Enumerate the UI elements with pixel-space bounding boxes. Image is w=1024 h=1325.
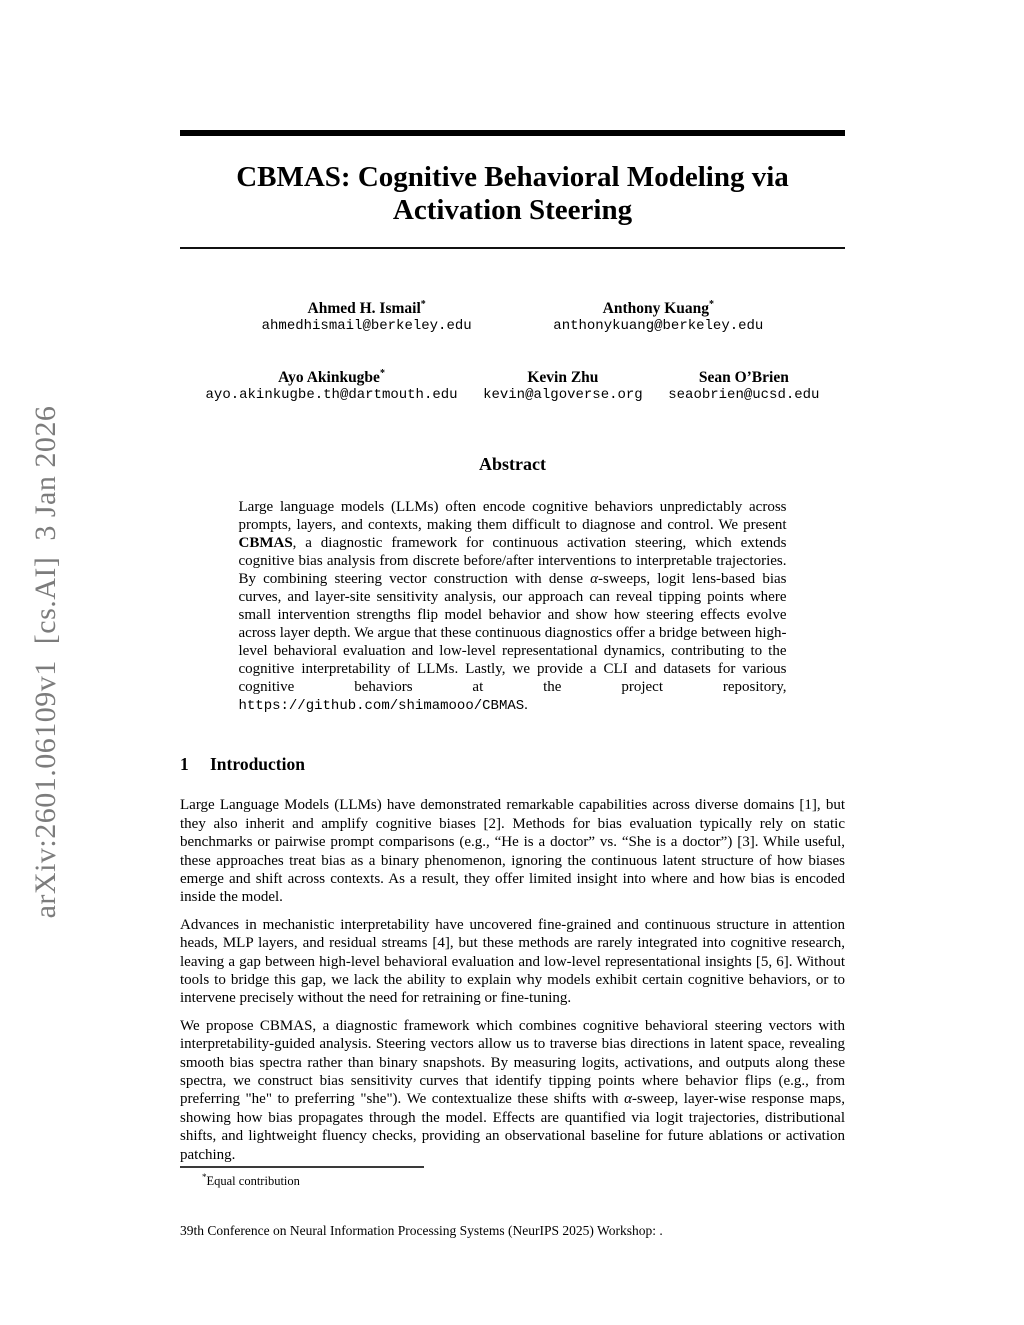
author-name <box>668 364 819 387</box>
para3-seg1: We propose CBMAS, a diagnostic framework which combines cognitive behavioral steering vectors with interpretability-guided analysis. Steering vectors allow us to traverse bias directions in latent space, revealing smooth bias spectra rather than binary snapshots. By measuring logits, activations, and outputs along these spectra, we construct bias sensitivity curves that identify tipping points where behavior flips (e.g., from preferring "he" to preferring "she"). We contextualize these shifts with <box>180 1017 845 1108</box>
author-mark: * <box>420 299 426 310</box>
footnote-block <box>180 1166 845 1189</box>
abstract-text <box>239 498 787 715</box>
authors-row-2 <box>180 364 845 404</box>
author-name <box>483 364 643 387</box>
intro-paragraph-2: Advances in mechanistic interpretability have uncovered fine-grained and continuous structure in attention heads, MLP layers, and residual streams [4], but these methods are rarely integrated into cognitive research, leaving a gap between high-level behavioral evaluation and low-level representational insights [5, 6]. Without tools to bridge this gap, we lack the ability to explain why models exhibit certain cognitive behaviors, or to intervene precisely without the need for retraining or fine-tuning. <box>180 916 845 1007</box>
author-email: anthonykuang@berkeley.edu <box>553 318 764 335</box>
author-block <box>553 295 763 335</box>
para3-seg2: -sweep, layer-wise response maps, showing how bias propagates through the model. Effects are quantified via logit trajectories, distributional shifts, and lightweight fluency checks, providing an observational baseline for future ablations or activation patching. <box>180 1091 846 1163</box>
repo-link[interactable]: https://github.com/shimamooo/CBMAS <box>238 698 525 715</box>
intro-paragraph-1: Large Language Models (LLMs) have demonstrated remarkable capabilities across diverse domains [1], but they also inherit and amplify cognitive biases [2]. Methods for bias evaluation typically rely on static benchmarks or pairwise prompt comparisons (e.g., “He is a doctor” vs. “She is a doctor”) [3]. While useful, these approaches treat bias as a binary phenomenon, ignoring the continuous latent structure of how biases emerge and shift across contexts. As a result, they offer limited insight into where and how bias is encoded inside the model. <box>180 797 845 906</box>
author-email: kevin@algoverse.org <box>483 387 643 404</box>
section-title: Introduction <box>210 754 305 775</box>
abstract-cbmas-bold: CBMAS <box>238 535 293 552</box>
author-name-text: Kevin Zhu <box>527 369 599 387</box>
author-name <box>262 295 472 318</box>
abstract-alpha-symbol: α <box>590 571 598 588</box>
abstract-heading: Abstract <box>479 454 546 475</box>
footnote-label: Equal contribution <box>206 1174 300 1189</box>
footnote-rule <box>180 1166 424 1168</box>
paper-title-line1: CBMAS: Cognitive Behavioral Modeling via <box>236 161 789 193</box>
author-name-text: Sean O’Brien <box>698 369 789 387</box>
author-email: seaobrien@ucsd.edu <box>668 387 820 404</box>
author-email: ayo.akinkugbe.th@dartmouth.edu <box>205 387 458 404</box>
abstract-seg4: . <box>524 697 528 714</box>
author-mark: * <box>709 299 715 310</box>
author-block <box>206 364 458 404</box>
section-1-heading <box>180 754 845 775</box>
footnote-mark: * <box>202 1172 207 1182</box>
author-block <box>483 364 643 404</box>
abstract-seg2: , a diagnostic framework for continuous activation steering, which extends cognitive bias analysis from discrete before/after interventions to interpretable trajectories. By combining steering vector construction with dense <box>238 535 787 588</box>
paper-title <box>180 161 845 227</box>
top-rule <box>180 130 845 136</box>
footnote-text <box>180 1172 845 1189</box>
paper-content <box>180 0 845 1164</box>
conference-footer: 39th Conference on Neural Information Processing Systems (NeurIPS 2025) Workshop: . <box>180 1223 663 1238</box>
abstract-seg3: -sweeps, logit lens-based bias curves, and layer-site sensitivity analysis, our approach can reveal tipping points where small intervention strengths flip model behavior and show how steering effects evolve across layer depth. We argue that these continuous diagnostics offer a bridge between high-level behavioral evaluation and low-level representational dynamics, contributing to the cognitive interpretability of LLMs. Lastly, we provide a CLI and datasets for various cognitive behaviors at the project repository, <box>238 571 787 696</box>
author-mark: * <box>379 368 385 380</box>
author-block <box>668 364 819 404</box>
arxiv-watermark: arXiv:2601.06109v1 [cs.AI] 3 Jan 2026 <box>29 405 62 919</box>
author-name <box>206 364 458 387</box>
author-name-text: Anthony Kuang <box>602 300 710 318</box>
abstract-seg1: Large language models (LLMs) often encode cognitive behaviors unpredictably across prompts, layers, and contexts, making them difficult to diagnose and control. We present <box>238 499 787 534</box>
title-rule <box>180 247 845 249</box>
intro-paragraph-3 <box>180 1017 845 1164</box>
section-number: 1 <box>180 754 189 775</box>
authors-row-1 <box>180 295 845 335</box>
author-email: ahmedhismail@berkeley.edu <box>261 318 472 335</box>
author-name <box>553 295 763 318</box>
author-block <box>262 295 472 335</box>
paper-title-line2: Activation Steering <box>392 194 633 226</box>
author-name-text: Ahmed H. Ismail <box>307 300 421 318</box>
author-name-text: Ayo Akinkugbe <box>278 369 380 387</box>
para3-alpha-symbol: α <box>624 1091 632 1108</box>
